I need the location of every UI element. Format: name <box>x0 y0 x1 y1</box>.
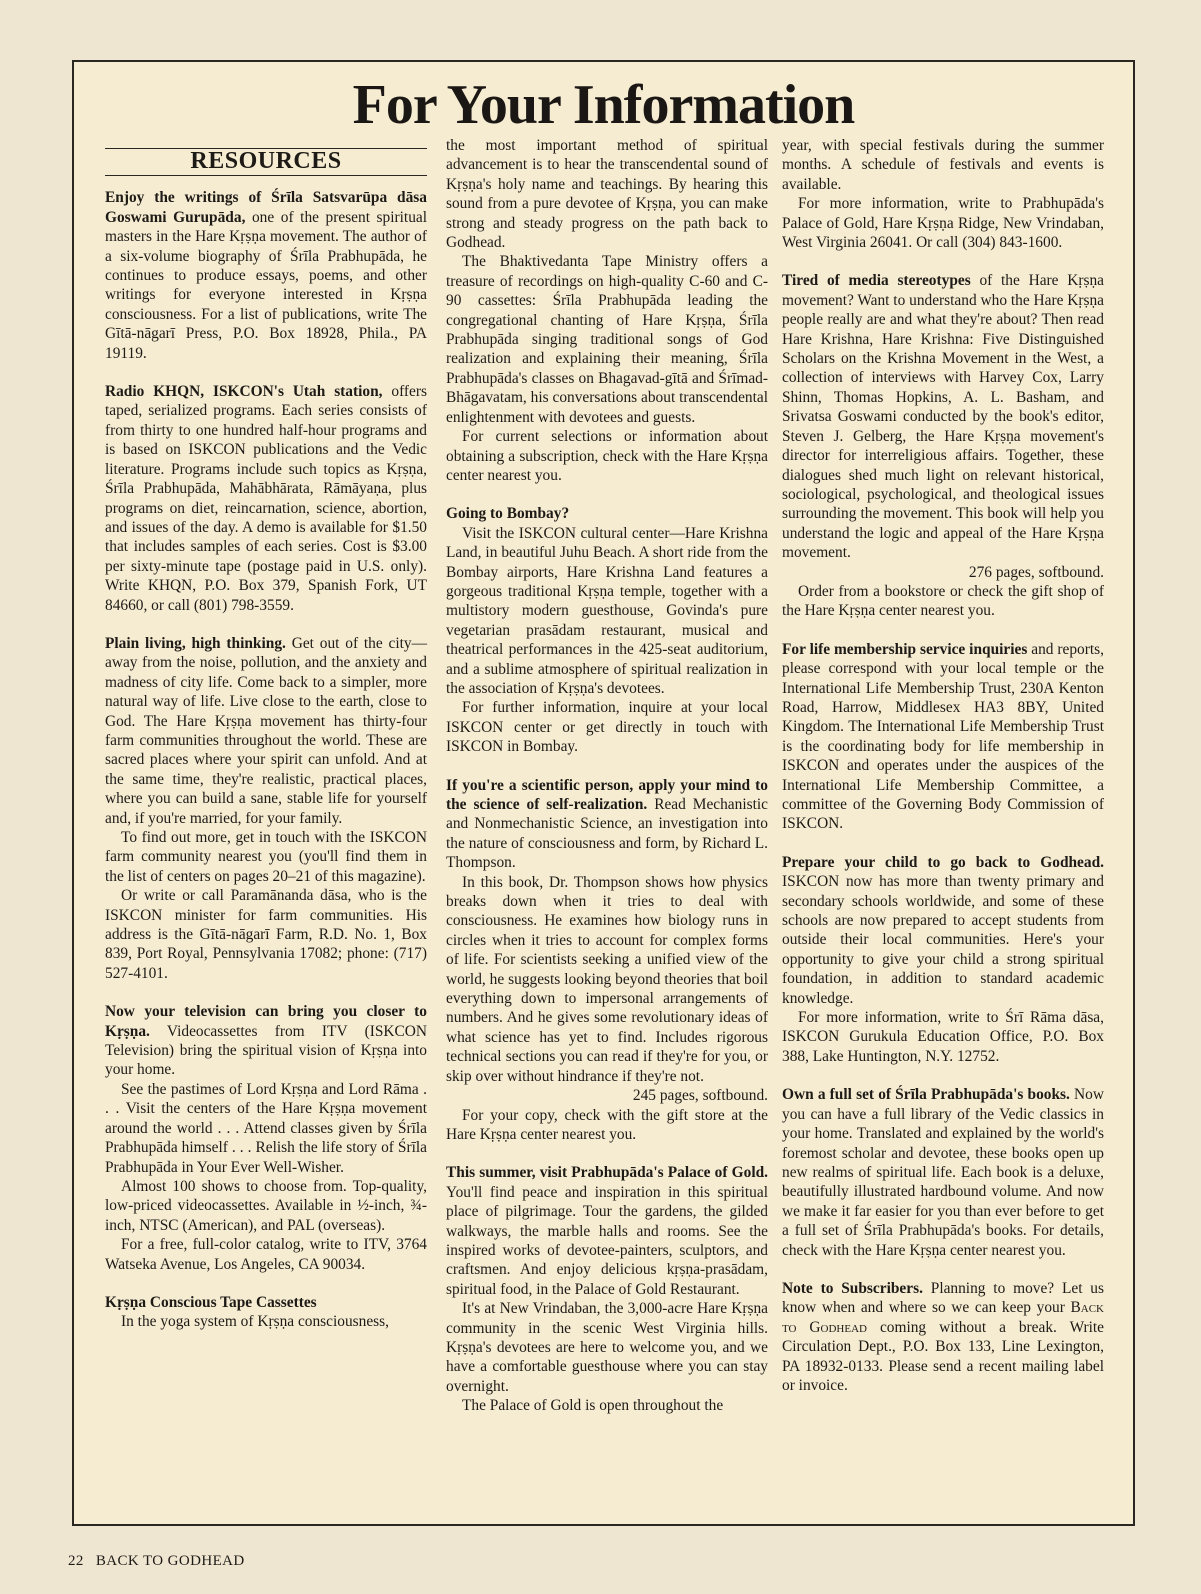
magazine-name: BACK TO GODHEAD <box>95 1553 245 1569</box>
paragraph: To find out more, get in touch with the ISKCON farm community nearest you (you'll find them in the list of centers on pages 20–21 of this magazine). <box>105 829 427 885</box>
paragraph: Almost 100 shows to choose from. Top-quality, low-priced videocassettes. Available in ½-inch, ¾-inch, NTSC (American), and PAL (overseas). <box>105 1177 427 1234</box>
item-radio-khqn: Radio KHQN, ISKCON's Utah station, offers taped, serialized programs. Each series consists of from thirty to one hundred half-hour programs and is based on ISKCON publications and the Vedic literature. Programs include such topics as Kṛṣṇa, Śrīla Prabhupāda, Mahābhārata, Rāmāyaṇa, plus programs on diet, reincarnation, science, abortion, and issues of the day. A demo is available for $1.50 that includes samples of each series. Cost is $3.00 per sixty-minute tape (postage paid in U.S. only). Write KHQN, P.O. Box 379, Spanish Fork, UT 84660, or call (801) 798-3559. <box>105 383 428 614</box>
paragraph: The Bhaktivedanta Tape Ministry offers a treasure of recordings on high-quality C-60 and C-90 cassettes: Śrīla Prabhupāda leading the congregational chanting of Hare Kṛṣṇa, Śrīla Prabhupāda singing traditional songs of God realization and explaining their meaning, Śrīla Prabhupāda's classes on Bhagavad-gītā and Śrīmad-Bhāgavatam, his conversations about transcendental enlightenment with devotees and guests. <box>446 253 768 426</box>
item-tape-cassettes-heading: Kṛṣṇa Conscious Tape Cassettes <box>105 1293 317 1311</box>
column-1 <box>105 138 427 1332</box>
item-life-membership: For life membership service inquiries and reports, please correspond with your local temple or the International Life Membership Trust, 230A Kenton Road, Harrow, Middlesex HA3 8BY, United Kingdom. The International Life Membership Trust is the coordinating body for life membership in ISKCON and operates under the auspices of the International Life Membership Committee, a committee of the Governing Body Commission of ISKCON. <box>782 640 1104 833</box>
item-full-set-books: Own a full set of Śrīla Prabhupāda's books. Now you can have a full library of the Vedic classics in your home. Translated and explained by the world's foremost scholar and devotee, these books open up new realms of spiritual life. Each book is a deluxe, beautifully illustrated hardbound volume. And now we make it far easier for you than ever before to get a full set of Śrīla Prabhupāda's books. For details, check with the Hare Kṛṣṇa center nearest you. <box>782 1086 1104 1259</box>
paragraph: For your copy, check with the gift store at the Hare Kṛṣṇa center nearest you. <box>446 1106 768 1143</box>
item-satsvarupa: Enjoy the writings of Śrīla Satsvarūpa dāsa Goswami Gurupāda, one of the present spiritual masters in the Hare Kṛṣṇa movement. The author of a six-volume biography of Śrīla Prabhupāda, he continues to produce essays, poems, and other writings for everyone interested in Kṛṣṇa consciousness. For a list of publications, write The Gītā-nāgarī Press, P.O. Box 18928, Phila., PA 19119. <box>105 189 427 362</box>
paragraph: For more information, write to Śrī Rāma dāsa, ISKCON Gurukula Education Office, P.O. Box 388, Lake Huntington, N.Y. 12752. <box>782 1009 1104 1065</box>
paragraph: For a free, full-color catalog, write to ITV, 3764 Watseka Avenue, Los Angeles, CA 90034. <box>105 1236 427 1273</box>
paragraph: In the yoga system of Kṛṣṇa consciousness, <box>121 1313 390 1331</box>
page-footer <box>68 1553 245 1570</box>
paragraph: Order from a bookstore or check the gift shop of the Hare Kṛṣṇa center nearest you. <box>782 582 1104 620</box>
item-palace-of-gold: This summer, visit Prabhupāda's Palace of Gold. You'll find peace and inspiration in this spiritual place of pilgrimage. Tour the gardens, the gilded walkways, the marble halls and rooms. See the inspired works of devotee-painters, sculptors, and craftsmen. And enjoy delicious kṛṣṇa-prasādam, spiritual food, in the Palace of Gold Restaurant. <box>446 1164 768 1298</box>
paragraph: For more information, write to Prabhupāda's Palace of Gold, Hare Kṛṣṇa Ridge, New Vrindaban, West Virginia 26041. Or call (304) 843-1600. <box>782 195 1104 252</box>
paragraph: It's at New Vrindaban, the 3,000-acre Hare Kṛṣṇa community in the scenic West Virginia hills. Kṛṣṇa's devotees are here to welcome you, and we have a comfortable guesthouse where you can stay overnight. <box>446 1300 768 1395</box>
page-count: 245 pages, softbound. <box>632 1087 768 1105</box>
paragraph: The Palace of Gold is open throughout the <box>462 1397 724 1415</box>
paragraph: year, with special festivals during the summer months. A schedule of festivals and events is available. <box>782 137 1104 193</box>
item-media-stereotypes: Tired of media stereotypes of the Hare Kṛṣṇa movement? Want to understand who the Hare Kṛṣṇa people really are and what they're about? Then read Hare Krishna, Hare Krishna: Five Distinguished Scholars on the Krishna Movement in the West, a collection of interviews with Harvey Cox, Larry Shinn, Thomas Hopkins, A. L. Basham, and Srivatsa Goswami conducted by the book's editor, Steven J. Gelberg, the Hare Kṛṣṇa movement's director for interreligious affairs. Together, these dialogues shed much light on relevant historical, sociological, psychological, and theological issues surrounding the movement. This book will help you understand the logic and appeal of the Hare Kṛṣṇa movement. <box>782 272 1105 562</box>
page-title: For Your Information <box>352 74 855 136</box>
item-gurukula: Prepare your child to go back to Godhead. ISKCON now has more than twenty primary and secondary schools worldwide, and some of these schools are now prepared to accept students from outside their local communities. Here's your opportunity to give your child a strong spiritual foundation, in addition to standard academic knowledge. <box>782 853 1104 1007</box>
paragraph: For current selections or information about obtaining a subscription, check with the Hare Kṛṣṇa center nearest you. <box>446 428 768 484</box>
resources-header: RESOURCES <box>105 148 427 176</box>
page-count: 276 pages, softbound. <box>968 563 1104 581</box>
item-science: If you're a scientific person, apply your mind to the science of self-realization. Read Mechanistic and Nonmechanistic Science, an investigation into the nature of consciousness and form, by Richard L. Thompson. <box>446 776 768 872</box>
column-2 <box>446 136 768 1416</box>
paragraph: Visit the ISKCON cultural center—Hare Krishna Land, in beautiful Juhu Beach. A short ride from the Bombay airports, Hare Krishna Land features a gorgeous traditional Kṛṣṇa temple, together with a multistory modern guesthouse, Govinda's pure vegetarian prasādam restaurant, musical and theatrical performances in the 425-seat auditorium, and a sublime atmosphere of spiritual realization in the association of Kṛṣṇa's devotees. <box>446 524 768 697</box>
item-note-to-subscribers: Note to Subscribers. Planning to move? Let us know when and where so we can keep your Back to Godhead coming without a break. Write Circulation Dept., P.O. Box 133, Line Lexington, PA 18932-0133. Please send a recent mailing label or invoice. <box>782 1279 1104 1394</box>
item-plain-living: Plain living, high thinking. Get out of the city—away from the noise, pollution, and the anxiety and madness of city life. Come back to a simpler, more natural way of life. Live close to the earth, close to God. The Hare Kṛṣṇa movement has thirty-four farm communities throughout the world. These are sacred places where your spirit can unfold. And at the same time, they're realistic, practical places, where you can build a sane, stable life for yourself and, if you're married, for your family. <box>105 634 427 827</box>
paragraph: See the pastimes of Lord Kṛṣṇa and Lord Rāma . . . Visit the centers of the Hare Kṛṣṇa movement around the world . . . Attend classes given by Śrīla Prabhupāda himself . . . Relish the life story of Śrīla Prabhupāda in Your Ever Well-Wisher. <box>105 1080 427 1176</box>
paragraph: Or write or call Paramānanda dāsa, who is the ISKCON minister for farm communities. His address is the Gītā-nāgarī Farm, R.D. No. 1, Box 839, Port Royal, Pennsylvania 17082; phone: (717) 527-4101. <box>105 887 427 982</box>
item-television: Now your television can bring you closer to Kṛṣṇa. Videocassettes from ITV (ISKCON Television) bring the spiritual vision of Kṛṣṇa into your home. <box>105 1003 427 1079</box>
page-number: 22 <box>68 1553 84 1569</box>
info-panel <box>72 60 1135 1526</box>
paragraph: the most important method of spiritual advancement is to hear the transcendental sound of Kṛṣṇa's holy name and teachings. By hearing this sound from a pure devotee of Kṛṣṇa, you can make strong and steady progress on the path back to Godhead. <box>446 137 768 252</box>
paragraph: For further information, inquire at your local ISKCON center or get directly in touch with ISKCON in Bombay. <box>446 699 768 756</box>
paragraph: In this book, Dr. Thompson shows how physics breaks down when it tries to deal with consciousness. He examines how biology runs in circles when it tries to account for complex forms of life. For scientists seeking a unified view of the world, he suggests looking beyond theories that boil everything down to impersonal arrangements of numbers. And he gives some revolutionary ideas of what science has yet to find. Includes rigorous technical sections you can read if they're for you, or skip over without hindrance if they're not. <box>446 873 768 1085</box>
column-3 <box>782 136 1104 1395</box>
item-bombay-heading: Going to Bombay? <box>446 505 570 523</box>
